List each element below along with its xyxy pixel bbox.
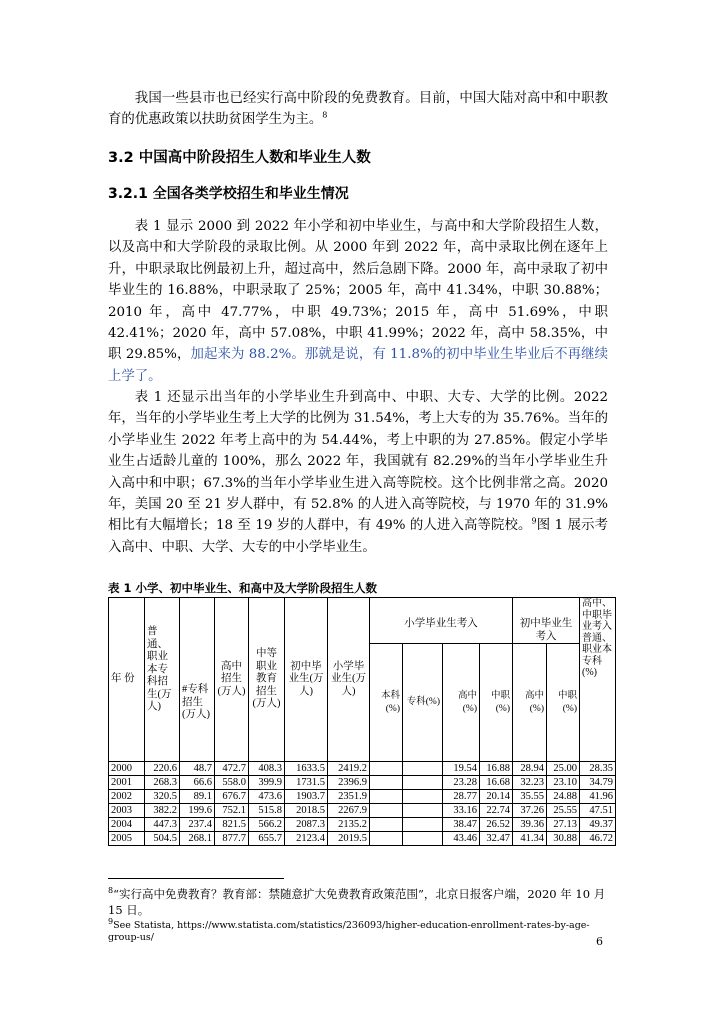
header-primary-graduates: 小学毕业生(万人) [328,598,370,762]
table-cell: 25.00 [547,762,580,776]
table-cell [370,776,403,790]
footnote-9-link[interactable]: See Statista, https://www.statista.com/statistics/236093/higher-education-enrollment-rates-by-age-group-us/ [108,920,590,943]
table-cell: 2018.5 [285,804,328,818]
footnote-8: $^8$“实行高中免费教育？教育部：禁随意扩大免费教育政策范围”，北京日报客户端，2020 年 10 月 15 日。 [108,886,606,917]
header-junior-gaozhong-pct: 高中(%) [513,644,547,762]
table-row [109,762,616,776]
header-junior-graduates: 初中毕业生(万人) [285,598,328,762]
table-cell: 30.88 [547,832,580,846]
table-cell: 1903.7 [285,790,328,804]
table-cell-year: 2003 [109,804,145,818]
table-cell: 46.72 [580,832,616,846]
table-cell: 89.1 [180,790,215,804]
table-cell: 1633.5 [285,762,328,776]
table-cell: 32.47 [480,832,513,846]
table-cell: 2351.9 [328,790,370,804]
table-cell: 22.74 [480,804,513,818]
enrollment-table [108,597,616,846]
table-cell [370,818,403,832]
table-cell: 382.2 [145,804,180,818]
table-cell: 49.37 [580,818,616,832]
table-cell: 23.28 [443,776,480,790]
table-cell: 408.3 [249,762,285,776]
header-junior-zhongzhi-pct: 中职(%) [547,644,580,762]
table-row [109,776,616,790]
table-cell: 752.1 [215,804,249,818]
table-cell: 38.47 [443,818,480,832]
table-cell: 48.7 [180,762,215,776]
table-row [109,832,616,846]
paragraph-primary-progression: 表 1 还显示出当年的小学毕业生升到高中、中职、大专、大学的比例。2022 年，当年的小学毕业生考上大学的比例为 31.54%，考上大专的为 35.76%。当年的小学毕业生 2022 年考上高中的为 54.44%，考上中职的为 27.85%。假定小学毕业生占适龄儿童的 100%，那么 2022 年，我国就有 82.29%的当年小学毕业生升入高中和中职；67.3%的当年小学毕业生进入高等院校。这个比例非常之高。2020 年，美国 20 至 21 岁人群中，有 52.8% 的人进入高等院校，与 1970 年的 31.9% 相比有大幅增长；18 至 19 岁的人群中，有 49% 的人进入高等院校。$^9$图 1 展示考入高中、中职、大学、大专的中小学毕业生。 [108,390,608,555]
table-cell: 39.36 [513,818,547,832]
table-cell: 35.55 [513,790,547,804]
table-cell: 2087.3 [285,818,328,832]
header-year: 年 份 [109,598,145,762]
table-cell: 16.68 [480,776,513,790]
table-cell: 447.3 [145,818,180,832]
table-cell [403,790,443,804]
header-zhuanke-pct: 专科(%) [403,644,443,762]
table-cell [370,804,403,818]
table-cell [370,762,403,776]
highlighted-text: 加起来为 88.2%。那就是说，有 11.8%的初中毕业生毕业后不再继续上学了。 [108,347,608,384]
header-zhuanke-enrollment: #专科招生(万人) [180,598,215,762]
table-cell [403,832,443,846]
table-cell: 515.8 [249,804,285,818]
table-cell: 28.77 [443,790,480,804]
header-primary-gaozhong-pct: 高中(%) [443,644,480,762]
table-cell-year: 2000 [109,762,145,776]
table-caption: 表 1 小学、初中毕业生、和高中及大学阶段招生人数 [108,581,378,595]
table-cell: 504.5 [145,832,180,846]
table-cell: 2135.2 [328,818,370,832]
table-cell: 27.13 [547,818,580,832]
table-body [109,762,616,846]
table-cell: 566.2 [249,818,285,832]
table-row [109,804,616,818]
table-cell: 24.88 [547,790,580,804]
table-cell: 66.6 [180,776,215,790]
table-cell: 41.34 [513,832,547,846]
header-primary-zhongzhi-pct: 中职(%) [480,644,513,762]
table-cell: 2267.9 [328,804,370,818]
table-cell: 23.10 [547,776,580,790]
table-cell: 877.7 [215,832,249,846]
table-cell: 26.52 [480,818,513,832]
table-cell: 2396.9 [328,776,370,790]
table-cell: 821.5 [215,818,249,832]
header-group-primary: 小学毕业生考入 [370,598,513,644]
table-cell-year: 2005 [109,832,145,846]
header-putong-enrollment: 普通、职业本专科招生(万人) [145,598,180,762]
table-cell: 473.6 [249,790,285,804]
table-row [109,790,616,804]
table-cell: 199.6 [180,804,215,818]
table-cell-year: 2002 [109,790,145,804]
table-cell: 2019.5 [328,832,370,846]
table-cell: 25.55 [547,804,580,818]
table-cell-year: 2004 [109,818,145,832]
table-cell [403,762,443,776]
table-cell: 268.3 [145,776,180,790]
table-cell: 47.51 [580,804,616,818]
header-benke-pct: 本科(%) [370,644,403,762]
section-heading-3-2: 3.2 中国高中阶段招生人数和毕业生人数 [108,150,371,166]
table-cell: 19.54 [443,762,480,776]
header-zhongzhi-enrollment: 中等职业教育招生(万人) [249,598,285,762]
table-cell: 2419.2 [328,762,370,776]
table-cell: 1731.5 [285,776,328,790]
table-cell: 37.26 [513,804,547,818]
header-graduates-to-college: 高中、中职毕业考入普通、职业本专科(%) [580,598,616,762]
table-cell: 41.96 [580,790,616,804]
footnote-ref-9[interactable]: 9 [531,516,537,526]
table-cell: 399.9 [249,776,285,790]
table-cell: 558.0 [215,776,249,790]
table-cell: 28.35 [580,762,616,776]
table-cell: 28.94 [513,762,547,776]
table-cell-year: 2001 [109,776,145,790]
table-cell: 676.7 [215,790,249,804]
table-cell [403,776,443,790]
table-cell: 220.6 [145,762,180,776]
table-cell [403,804,443,818]
table-cell: 43.46 [443,832,480,846]
table-cell: 268.1 [180,832,215,846]
table-cell: 2123.4 [285,832,328,846]
page-number: 6 [596,935,603,948]
table-cell: 33.16 [443,804,480,818]
table-cell: 16.88 [480,762,513,776]
table-cell [370,832,403,846]
table-cell [403,818,443,832]
header-group-junior: 初中毕业生考入 [513,598,580,644]
table-cell: 472.7 [215,762,249,776]
header-gaozhong-enrollment: 高中招生(万人) [215,598,249,762]
footnote-divider [108,878,284,879]
table-cell: 20.14 [480,790,513,804]
footnote-ref-8[interactable]: 8 [322,110,328,120]
footnote-9: $^9$See Statista, https://www.statista.com/statistics/236093/higher-education-enrollment-rates-by-age-group-us/ [108,916,590,943]
paragraph-free-education: 我国一些县市也已经实行高中阶段的免费教育。目前，中国大陆对高中和中职教育的优惠政策以扶助贫困学生为主。$^8$ [108,91,608,128]
table-cell [370,790,403,804]
table-cell: 34.79 [580,776,616,790]
section-heading-3-2-1: 3.2.1 全国各类学校招生和毕业生情况 [108,186,349,202]
table-cell: 32.23 [513,776,547,790]
table-row [109,818,616,832]
table-cell: 655.7 [249,832,285,846]
paragraph-admission-ratios: 表 1 显示 2000 到 2022 年小学和初中毕业生，与高中和大学阶段招生人数，以及高中和大学阶段的录取比例。从 2000 年到 2022 年，高中录取比例在逐年上升，中职录取比例最初上升，超过高中，然后急剧下降。2000 年，高中录取了初中毕业生的 16.88%，中职录取了 25%；2005 年，高中 41.34%，中职 30.88%；2010 年，高中 47.77%，中职 49.73%；2015 年，高中 51.69%，中职 42.41%；2020 年，高中 57.08%，中职 41.99%；2022 年，高中 58.35%，中职 29.85%，加起来为 88.2%。那就是说，有 11.8%的初中毕业生毕业后不再继续上学了。 [108,219,608,384]
table-cell: 320.5 [145,790,180,804]
table-cell: 237.4 [180,818,215,832]
